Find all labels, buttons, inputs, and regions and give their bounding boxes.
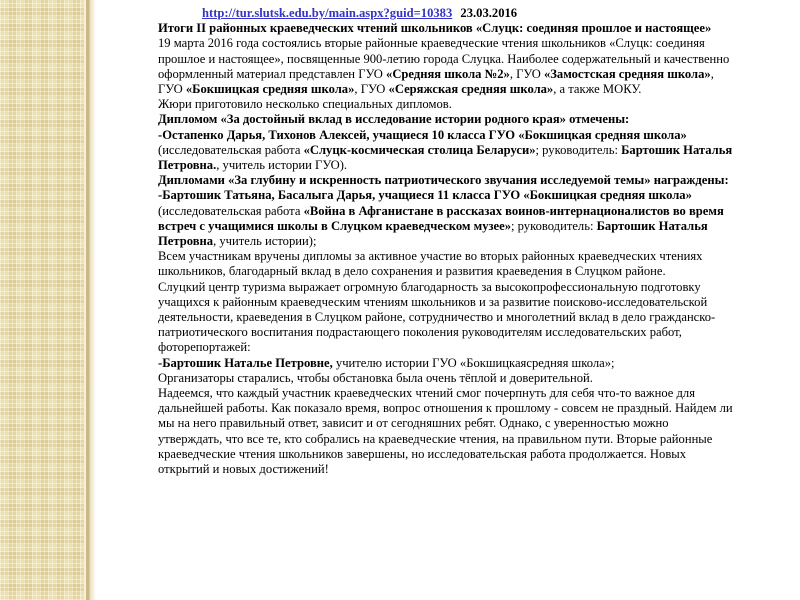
text-run: , ГУО: [158, 66, 714, 97]
article: [158, 6, 736, 477]
source-link[interactable]: http://tur.slutsk.edu.by/main.aspx?guid=10383: [202, 6, 453, 20]
text-run: ; руководитель:: [535, 142, 622, 157]
text-run: -Бартошик Татьяна, Басалыга Дарья, учащиеся 11 класса ГУО «Бокшицкая средняя школа»: [158, 188, 692, 203]
text-run: учителю истории ГУО «Бокшицкаясредняя школа»;: [332, 355, 615, 370]
text-run: -Бартошик Наталье Петровне,: [158, 355, 333, 370]
text-run: Надеемся, что каждый участник краеведческих чтений смог почерпнуть для себя что-то важное для дальнейшей работы. Как показало время, вопрос отношения к прошлому - совсем не праздный. Найдем ли мы на него правильный ответ, зависит и от сегодняшних ребят. Однако, с уверенностью можно утверждать, что все те, кто собрались на краеведческие чтения, на правильном пути. Вторые районные краеведческие чтения школьников завершены, но исследовательская работа продолжается. Новых открытий и новых достижений!: [158, 386, 733, 477]
text-run: , а также МОКУ.: [553, 82, 642, 97]
text-run: «Средняя школа №2»: [386, 66, 510, 81]
text-run: Организаторы старались, чтобы обстановка была очень тёплой и доверительной.: [158, 370, 593, 385]
text-run: «Война в Афганистане в рассказах воинов-интернационалистов во время встреч с учащимися школы в Слуцком краеведческом музее»: [158, 203, 724, 233]
paragraph: [158, 112, 736, 127]
text-run: , ГУО: [509, 66, 544, 81]
text-run: ; руководитель:: [511, 218, 597, 233]
page-date: 23.03.2016: [460, 6, 518, 20]
paragraph: [158, 188, 736, 249]
paragraph: [158, 128, 736, 174]
paragraph: [158, 249, 736, 279]
text-run: -Остапенко Дарья, Тихонов Алексей, учащиеся 10 класса ГУО «Бокшицкая средняя школа»: [158, 127, 687, 142]
text-run: Жюри приготовило несколько специальных дипломов.: [158, 97, 452, 112]
paragraph: [158, 36, 736, 97]
paragraph: [158, 173, 736, 188]
text-run: Бартошик Наталья Петровна.: [158, 142, 733, 173]
source-line: [202, 6, 736, 21]
text-run: , учитель истории ГУО).: [216, 158, 348, 173]
paragraph: [158, 371, 736, 386]
paragraph: [158, 21, 736, 36]
text-run: «Серяжская средняя школа»: [388, 82, 554, 97]
paragraph: [158, 97, 736, 112]
text-run: Дипломом «За достойный вклад в исследование истории родного края» отмечены:: [158, 112, 630, 127]
article-body: [158, 21, 736, 477]
paragraph: [158, 356, 736, 371]
text-run: Слуцкий центр туризма выражает огромную благодарность за высокопрофессиональную подготовку учащихся к районным краеведческим чтениям школьников и за развитие поисково-исследовательской деятельности, краеведения в Слуцком районе, сотрудничество и многолетний вклад в дело гражданско-патриотического воспитания подрастающего поколения руководителям исследовательских работ, фоторепортажей:: [158, 279, 716, 355]
text-run: 19 марта 2016 года состоялись вторые районные краеведческие чтения школьников «Слуцк: соединяя прошлое и настоящее», посвященные 900-летию города Слуцка. Наиболее содержательный и качественно оформленный материал представлен ГУО: [158, 36, 730, 81]
text-run: «Бокшицкая средняя школа»: [185, 82, 355, 97]
text-run: Дипломами «За глубину и искренность патриотического звучания исследуемой темы» награждены:: [158, 173, 729, 188]
text-run: «Замостская средняя школа»: [543, 66, 711, 81]
text-run: Всем участникам вручены дипломы за активное участие во вторых районных краеведческих чтениях школьников, благодарный вклад в дело сохранения и развития краеведения в Слуцком районе.: [158, 249, 703, 279]
text-run: , учитель истории);: [213, 234, 317, 249]
paragraph: [158, 280, 736, 356]
text-run: «Слуцк-космическая столица Беларуси»: [303, 142, 536, 157]
text-run: (исследовательская работа: [158, 203, 304, 218]
paragraph: [158, 386, 736, 477]
text-run: (исследовательская работа: [158, 142, 304, 157]
text-run: Бартошик Наталья Петровна: [158, 218, 708, 249]
text-run: Итоги II районных краеведческих чтений школьников «Слуцк: соединяя прошлое и настоящее»: [158, 21, 712, 36]
slide-border-pattern: [0, 0, 86, 600]
text-run: , ГУО: [354, 82, 389, 97]
